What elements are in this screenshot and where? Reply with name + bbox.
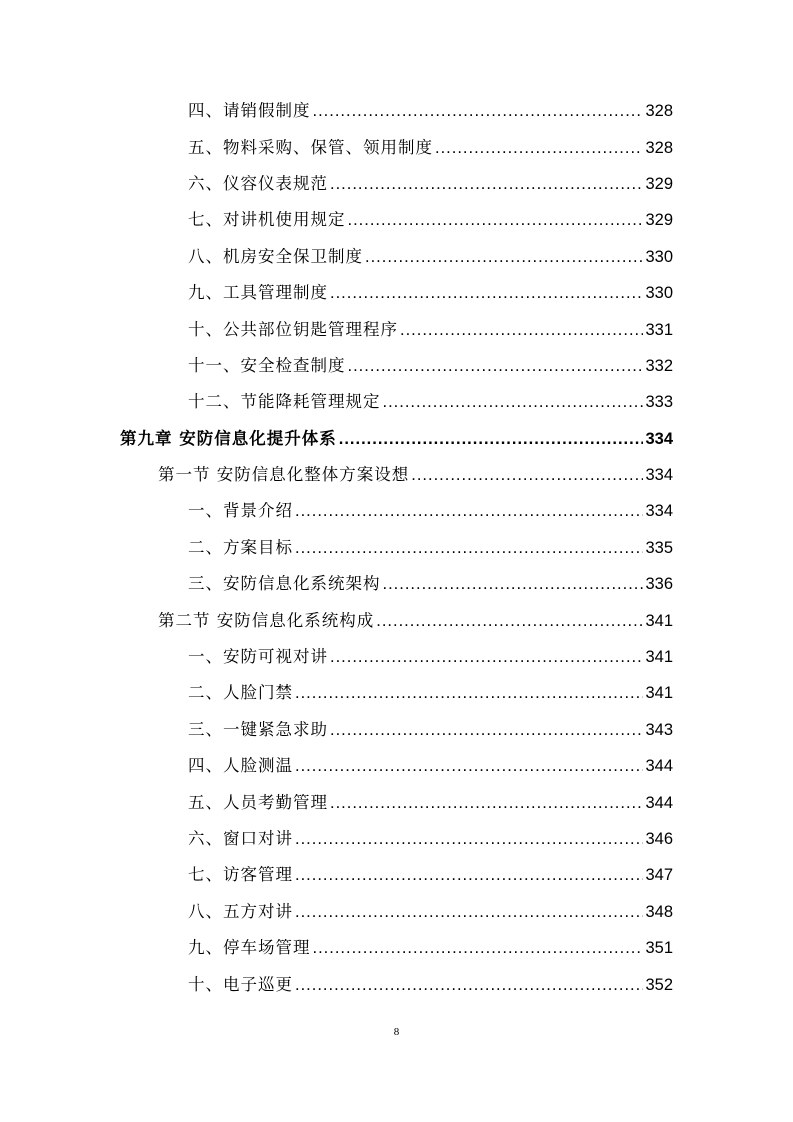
toc-entry-page: 328 (645, 102, 673, 121)
toc-item[interactable] (0, 237, 793, 273)
toc-dot-leader (365, 248, 643, 267)
toc-dot-leader (435, 139, 643, 158)
toc-entry-label: 三、一键紧急求助 (188, 719, 328, 739)
toc-entry-label: 三、安防信息化系统架构 (188, 574, 381, 594)
toc-entry-page: 329 (645, 211, 673, 230)
toc-entry-page: 341 (645, 611, 673, 630)
toc-entry-page: 330 (645, 284, 673, 303)
toc-item[interactable] (0, 637, 793, 673)
toc-dot-leader (348, 357, 644, 376)
toc-entry-page: 352 (645, 975, 673, 994)
toc-entry-label: 一、背景介绍 (188, 501, 293, 521)
toc-item[interactable] (0, 164, 793, 200)
toc-dot-leader (295, 866, 643, 885)
toc-dot-leader (330, 284, 643, 303)
toc-dot-leader (313, 102, 644, 121)
toc-entry-label: 五、物料采购、保管、领用制度 (188, 137, 433, 157)
toc-entry-label: 二、方案目标 (188, 537, 293, 557)
toc-item[interactable] (0, 782, 793, 818)
toc-entry-page: 348 (645, 902, 673, 921)
toc-entry-label: 六、窗口对讲 (188, 829, 293, 848)
toc-dot-leader (376, 612, 643, 631)
toc-entry-page: 335 (645, 538, 673, 557)
toc-item[interactable] (0, 928, 793, 964)
toc-dot-leader (295, 903, 643, 922)
toc-entry-page: 334 (645, 429, 673, 448)
toc-entry-page: 329 (645, 174, 673, 193)
toc-entry-label: 四、人脸测温 (188, 756, 293, 776)
toc-entry-label: 六、仪容仪表规范 (188, 173, 328, 193)
toc-entry-label: 十、电子巡更 (188, 974, 293, 994)
toc-dot-leader (295, 684, 643, 703)
toc-dot-leader (330, 648, 643, 667)
toc-entry-label: 五、人员考勤管理 (188, 792, 328, 812)
toc-entry-page: 330 (645, 247, 673, 266)
toc-entry-label: 四、请销假制度 (188, 101, 311, 121)
toc-entry-label: 十一、安全检查制度 (188, 355, 346, 375)
toc-entry-label: 八、五方对讲 (188, 901, 293, 921)
toc-entry-label: 十、公共部位钥匙管理程序 (188, 319, 398, 339)
toc-dot-leader (330, 175, 643, 194)
toc-entry-page: 343 (645, 720, 673, 739)
toc-item[interactable] (0, 819, 793, 855)
toc-entry-page: 341 (645, 648, 673, 667)
toc-entry-label: 第二节 安防信息化系统构成 (158, 610, 375, 630)
toc-entry-label: 一、安防可视对讲 (188, 647, 328, 667)
table-of-contents (0, 91, 793, 1001)
toc-entry-page: 344 (645, 793, 673, 812)
toc-entry-page: 351 (645, 939, 673, 958)
toc-entry-label: 第一节 安防信息化整体方案设想 (158, 465, 410, 485)
toc-dot-leader (295, 830, 643, 849)
toc-item[interactable] (0, 528, 793, 564)
toc-item[interactable] (0, 200, 793, 236)
toc-dot-leader (295, 757, 643, 776)
toc-dot-leader (400, 321, 643, 340)
toc-entry-page: 331 (645, 320, 673, 339)
toc-entry-page: 341 (645, 684, 673, 703)
toc-entry-label: 十二、节能降耗管理规定 (188, 392, 381, 412)
toc-dot-leader (411, 466, 643, 485)
toc-item[interactable] (0, 746, 793, 782)
toc-dot-leader (295, 502, 643, 521)
toc-item[interactable] (0, 964, 793, 1000)
toc-entry-page: 347 (645, 866, 673, 885)
page-number: 8 (393, 1026, 400, 1038)
toc-dot-leader (330, 721, 643, 740)
toc-entry-page: 336 (645, 575, 673, 594)
toc-item[interactable] (0, 564, 793, 600)
toc-section[interactable] (0, 455, 793, 491)
toc-item[interactable] (0, 892, 793, 928)
toc-entry-page: 344 (645, 757, 673, 776)
toc-item[interactable] (0, 346, 793, 382)
toc-item[interactable] (0, 710, 793, 746)
toc-dot-leader (339, 430, 644, 449)
toc-dot-leader (383, 575, 644, 594)
toc-entry-label: 第九章 安防信息化提升体系 (120, 428, 337, 448)
toc-entry-label: 八、机房安全保卫制度 (188, 246, 363, 266)
toc-item[interactable] (0, 382, 793, 418)
toc-entry-page: 334 (645, 466, 673, 485)
toc-entry-label: 七、对讲机使用规定 (188, 210, 346, 230)
toc-dot-leader (295, 976, 643, 995)
toc-entry-page: 333 (645, 393, 673, 412)
toc-entry-label: 九、工具管理制度 (188, 283, 328, 303)
toc-dot-leader (313, 939, 644, 958)
toc-dot-leader (348, 211, 644, 230)
toc-entry-label: 二、人脸门禁 (188, 683, 293, 703)
toc-item[interactable] (0, 127, 793, 163)
toc-item[interactable] (0, 855, 793, 891)
toc-entry-page: 334 (645, 502, 673, 521)
toc-entry-page: 328 (645, 138, 673, 157)
toc-item[interactable] (0, 309, 793, 345)
toc-dot-leader (295, 539, 643, 558)
toc-item[interactable] (0, 673, 793, 709)
toc-dot-leader (383, 393, 644, 412)
toc-item[interactable] (0, 273, 793, 309)
toc-entry-label: 九、停车场管理 (188, 938, 311, 958)
toc-entry-label: 七、访客管理 (188, 865, 293, 885)
toc-entry-page: 332 (645, 356, 673, 375)
toc-chapter[interactable] (0, 419, 793, 455)
toc-item[interactable] (0, 91, 793, 127)
toc-section[interactable] (0, 600, 793, 636)
toc-item[interactable] (0, 491, 793, 527)
toc-dot-leader (330, 794, 643, 813)
toc-entry-page: 346 (645, 830, 673, 848)
